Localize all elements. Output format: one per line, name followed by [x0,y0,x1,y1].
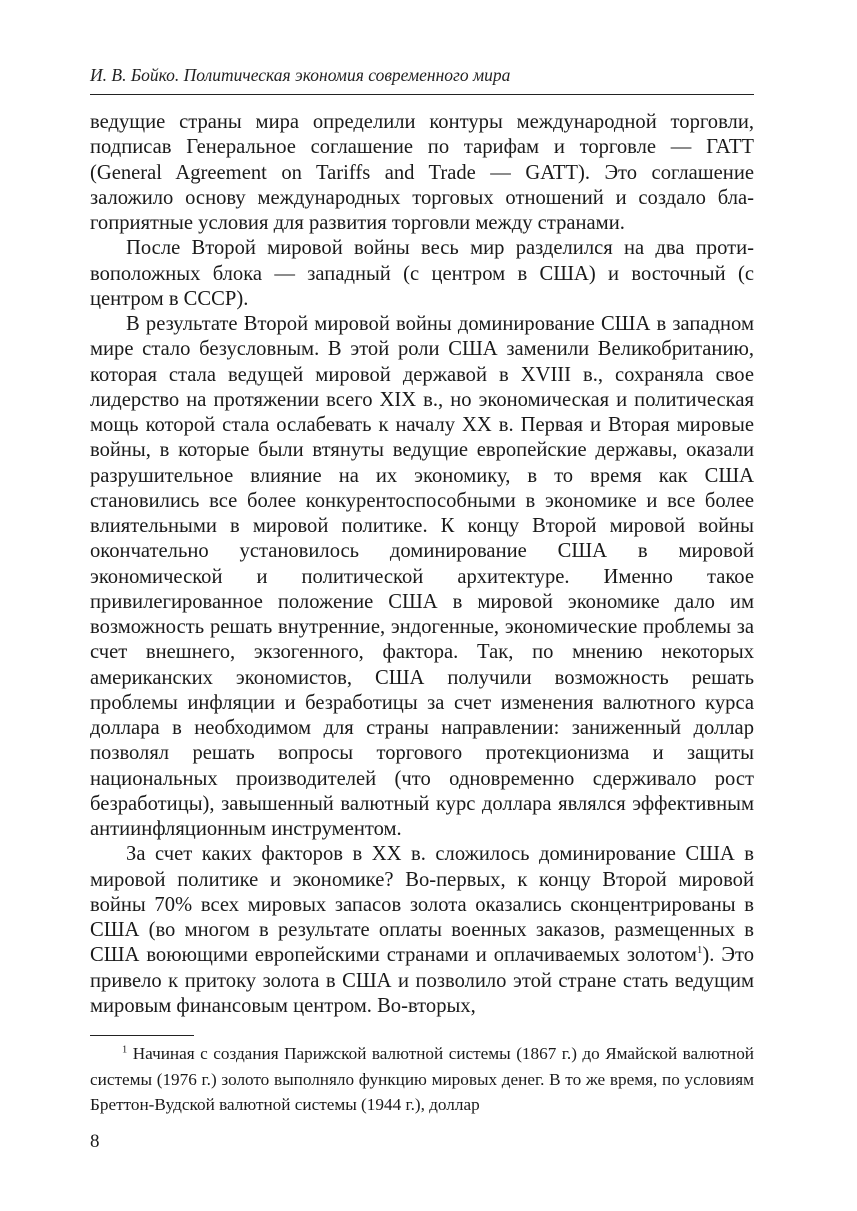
paragraph-with-footnote-ref [90,842,754,1019]
page-number: 8 [90,1131,100,1152]
paragraph: В результате Второй мировой войны доминирование США в западном мире стало безусловным. В этой роли США заменили Великобританию, которая стала ведущей мировой державой в XVIII в., сохраняла свое лидерство на протяжении всего XIX в., но экономическая и политическая мощь которой стала ослабевать к началу XX в. Первая и Вторая мировые войны, в которые были втянуты ведущие европейские державы, оказали разрушительное влияние на их экономику, в то время как США становились все более конкурентоспособными в экономике и все более влиятельными в мировой политике. К концу Второй мировой войны окончательно установилось доминирование США в мировой экономической и политической архитектуре. Именно такое привилегированное положение США в мировой экономике дало им возможность решать внутренние, эндогенные, экономические проблемы за счет внешнего, экзогенного, фактора. Так, по мнению некоторых американских экономистов, США получили возможность решать проблемы инфляции и безработицы за счет изменения валютного курса доллара в необходимом для страны направлении: заниженный доллар позволял решать вопросы торгового протекционизма и защиты национальных производителей (что одновременно сдерживало рост безработицы), завышенный валютный курс доллара являлся эффективным антиинфляционным инструментом. [90,313,754,840]
running-head: И. В. Бойко. Политическая экономия современного мира [90,65,511,85]
paragraph-text: За счет каких факторов в XX в. сложилось доминирование США в мировой политике и экономике? Во-первых, к концу Второй мировой войны 70% всех мировых запасов золота оказались сконцентрированы в США (во многом в результате оплаты военных заказов, размещенных в США воюющими европейскими странами и оплачиваемых золотом [90,843,754,967]
main-text [90,110,754,1019]
paragraph: ведущие страны мира определили контуры международной торговли, подписав Генеральное соглашение по тарифам и торговле — ГАТТ (General Agreement on Tariffs and Trade — GATT). Это соглашение заложило основу международных торговых отношений и создало благоприятные условия для развития торговли между странами. [90,111,754,234]
paragraph: После Второй мировой войны весь мир разделился на два противоположных блока — западный (с центром в США) и восточный (с центром в СССР). [90,237,754,310]
footnote-reference[interactable]: 1 [696,944,703,957]
footnote-rule [90,1035,194,1036]
footnote-text: Начиная с создания Парижской валютной системы (1867 г.) до Ямайской валютной системы (1976 г.) золото выполняло функцию мировых денег. В то же время, по условиям Бреттон-Вудской валютной системы (1944 г.), доллар [90,1044,754,1114]
footnote-marker: 1 [122,1044,128,1056]
header-rule [90,94,754,95]
paragraph-text: ). Это привело к притоку золота в США и позволило этой стране стать ведущим мировым финансовым центром. Во-вторых, [90,944,754,1017]
footnote [90,1041,754,1118]
